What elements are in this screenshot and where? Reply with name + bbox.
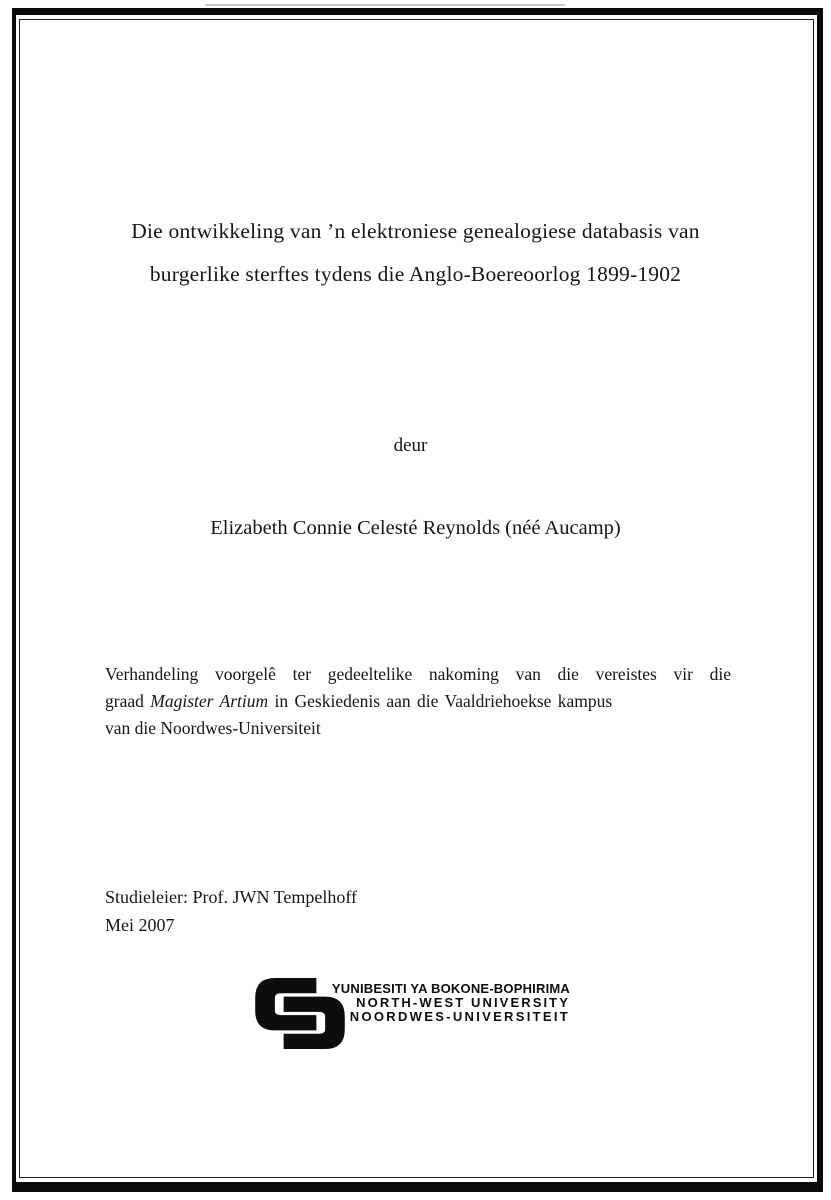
- byline-deur: deur: [393, 435, 428, 456]
- university-name-english: NORTH-WEST UNIVERSITY: [356, 995, 570, 1010]
- degree-name: Magister Artium: [150, 691, 269, 711]
- supervisor-date-block: [105, 884, 357, 939]
- university-name-block: [318, 982, 570, 1024]
- university-name-setswana: YUNIBESITI YA BOKONE-BOPHIRIMA: [331, 981, 570, 996]
- submission-statement: [105, 661, 731, 742]
- author-name: Elizabeth Connie Celesté Reynolds (néé Aucamp): [210, 517, 621, 539]
- submission-statement-line2: [105, 688, 731, 715]
- date-line: Mei 2007: [105, 914, 175, 935]
- supervisor-line: Studieleier: Prof. JWN Tempelhoff: [105, 887, 358, 907]
- scan-artifact-line: [205, 4, 565, 6]
- thesis-title: [50, 210, 781, 296]
- submission-statement-line3: van die Noordwes-Universiteit: [105, 718, 321, 738]
- thesis-title-line2: burgerlike sterftes tydens die Anglo-Boereoorlog 1899-1902: [149, 262, 682, 286]
- statement-line2-suffix: in Geskiedenis aan die Vaaldriehoekse kampus: [268, 691, 613, 711]
- statement-line2-prefix: graad: [105, 691, 151, 711]
- university-name-afrikaans: NOORDWES-UNIVERSITEIT: [349, 1009, 570, 1024]
- thesis-title-line1: Die ontwikkeling van ’n elektroniese genealogiese databasis van: [131, 219, 700, 243]
- submission-statement-line1: Verhandeling voorgelê ter gedeeltelike nakoming van die vereistes vir die: [105, 664, 731, 684]
